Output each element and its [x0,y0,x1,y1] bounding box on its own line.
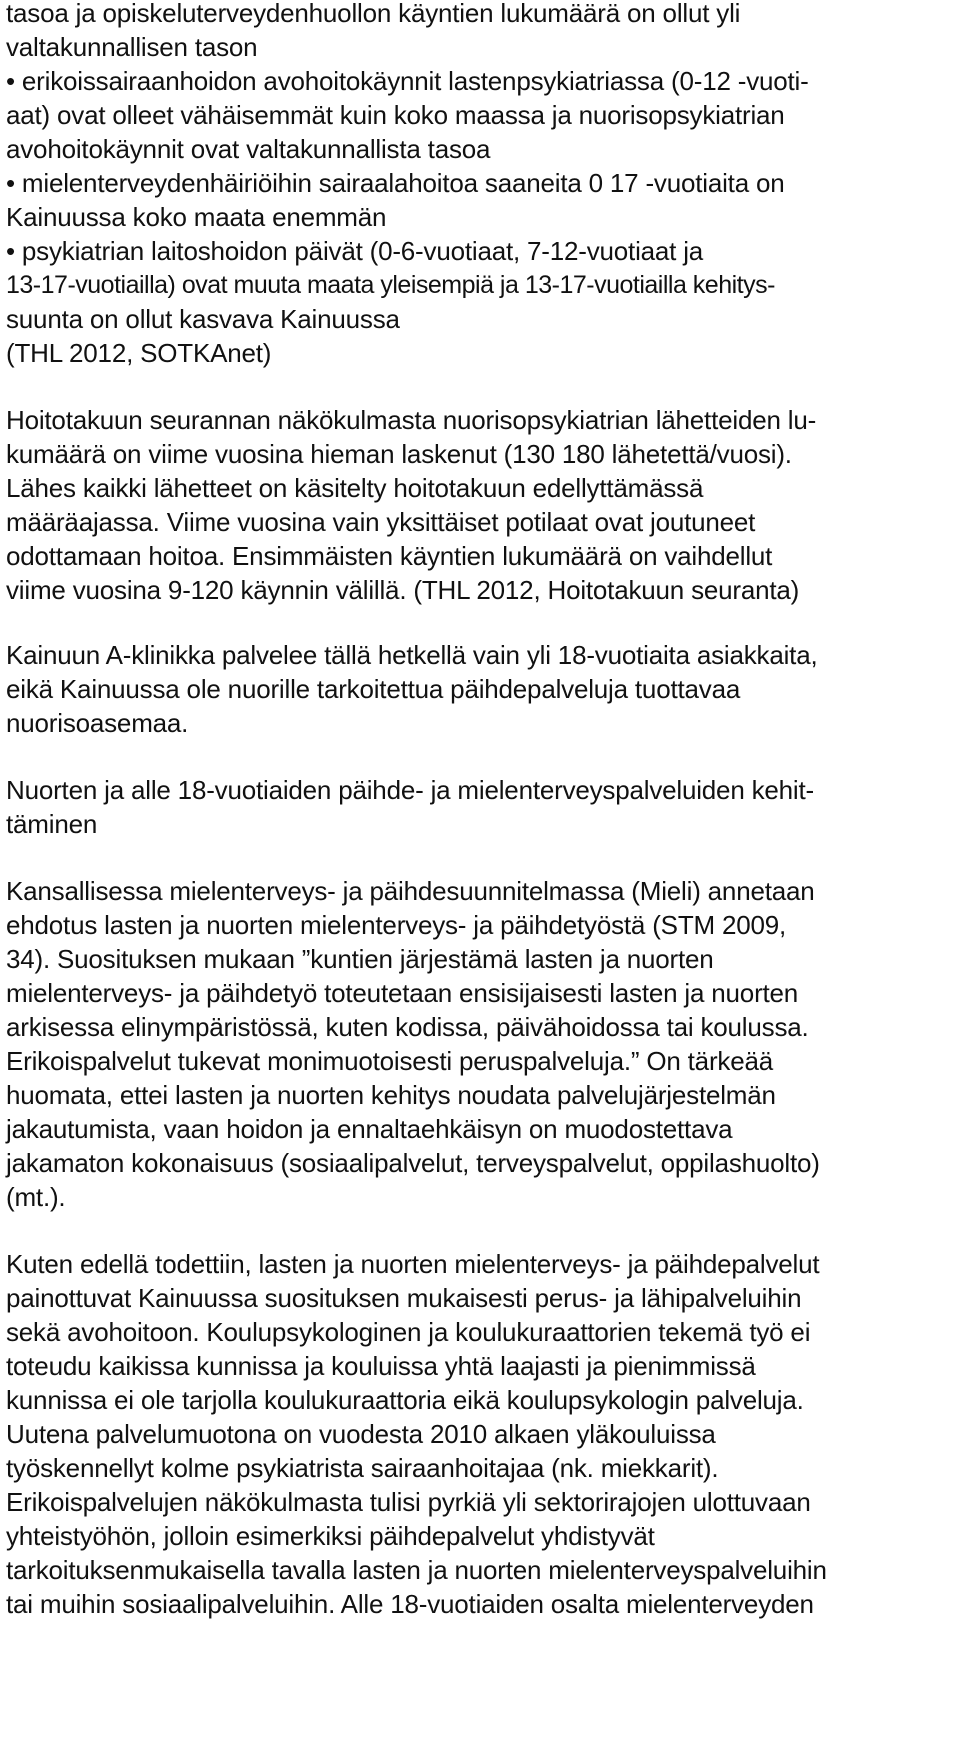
text-line: Lähes kaikki lähetteet on käsitelty hoitotakuun edellyttämässä [6,473,704,503]
text-line: avohoitokäynnit ovat valtakunnallista tasoa [6,134,491,164]
text-line: arkisessa elinympäristössä, kuten kodissa, päivähoidossa tai koulussa. [6,1012,809,1042]
text-line: painottuvat Kainuussa suosituksen mukaisesti perus- ja lähipalveluihin [6,1283,802,1313]
text-line: tai muihin sosiaalipalveluihin. Alle 18-vuotiaiden osalta mielenterveyden [6,1589,814,1619]
text-line: jakamaton kokonaisuus (sosiaalipalvelut, terveyspalvelut, oppilashuolto) [6,1148,820,1178]
text-line: eikä Kainuussa ole nuorille tarkoitettua päihdepalveluja tuottavaa [6,674,741,704]
text-line: (mt.). [6,1182,66,1212]
text-line: ehdotus lasten ja nuorten mielenterveys- ja päihdetyöstä (STM 2009, [6,910,787,940]
text-line: kumäärä on viime vuosina hieman laskenut (130 180 lähetettä/vuosi). [6,439,792,469]
text-line: kunnissa ei ole tarjolla koulukuraattoria eikä koulupsykologin palveluja. [6,1385,804,1415]
source-citation: (THL 2012, SOTKAnet) [6,338,272,368]
text-line: tarkoituksenmukaisella tavalla lasten ja nuorten mielenterveyspalveluihin [6,1555,827,1585]
bullet-line: • erikoissairaanhoidon avohoitokäynnit lastenpsykiatriassa (0-12 -vuoti- [6,66,809,96]
section-heading: Nuorten ja alle 18-vuotiaiden päihde- ja mielenterveyspalveluiden kehit- [6,775,814,805]
bullet-line: • psykiatrian laitoshoidon päivät (0-6-vuotiaat, 7-12-vuotiaat ja [6,236,704,266]
text-line: Kainuussa koko maata enemmän [6,202,387,232]
text-line: tasoa ja opiskeluterveydenhuollon käyntien lukumäärä on ollut yli [6,0,741,28]
text-line: yhteistyöhön, jolloin esimerkiksi päihdepalvelut yhdistyvät [6,1521,655,1551]
text-line: huomata, ettei lasten ja nuorten kehitys noudata palvelujärjestelmän [6,1080,776,1110]
text-line: suunta on ollut kasvava Kainuussa [6,304,400,334]
text-line: 34). Suosituksen mukaan ”kuntien järjestämä lasten ja nuorten [6,944,714,974]
text-line: määräajassa. Viime vuosina vain yksittäiset potilaat ovat joutuneet [6,507,756,537]
text-line: Erikoispalvelujen näkökulmasta tulisi pyrkiä yli sektorirajojen ulottuvaan [6,1487,811,1517]
text-line: valtakunnallisen tason [6,32,258,62]
section-heading: täminen [6,809,98,839]
text-line: viime vuosina 9-120 käynnin välillä. (THL 2012, Hoitotakuun seuranta) [6,575,800,605]
text-line: 13-17-vuotiailla) ovat muuta maata yleisempiä ja 13-17-vuotiailla kehitys- [6,271,775,299]
text-line: aat) ovat olleet vähäisemmät kuin koko maassa ja nuorisopsykiatrian [6,100,785,130]
text-line: Uutena palvelumuotona on vuodesta 2010 alkaen yläkouluissa [6,1419,716,1449]
text-line: mielenterveys- ja päihdetyö toteutetaan ensisijaisesti lasten ja nuorten [6,978,799,1008]
text-line: sekä avohoitoon. Koulupsykologinen ja koulukuraattorien tekemä työ ei [6,1317,811,1347]
text-line: toteudu kaikissa kunnissa ja kouluissa yhtä laajasti ja pienimmissä [6,1351,756,1381]
text-line: nuorisoasemaa. [6,708,189,738]
text-line: Hoitotakuun seurannan näkökulmasta nuorisopsykiatrian lähetteiden lu- [6,405,817,435]
bullet-line: • mielenterveydenhäiriöihin sairaalahoitoa saaneita 0 17 -vuotiaita on [6,168,785,198]
text-line: odottamaan hoitoa. Ensimmäisten käyntien lukumäärä on vaihdellut [6,541,773,571]
text-line: Kansallisessa mielenterveys- ja päihdesuunnitelmassa (Mieli) annetaan [6,876,815,906]
text-line: Kainuun A-klinikka palvelee tällä hetkellä vain yli 18-vuotiaita asiakkaita, [6,640,818,670]
text-line: jakautumista, vaan hoidon ja ennaltaehkäisyn on muodostettava [6,1114,733,1144]
text-line: Erikoispalvelut tukevat monimuotoisesti peruspalveluja.” On tärkeää [6,1046,773,1076]
text-line: Kuten edellä todettiin, lasten ja nuorten mielenterveys- ja päihdepalvelut [6,1249,820,1279]
text-line: työskennellyt kolme psykiatrista sairaanhoitajaa (nk. miekkarit). [6,1453,719,1483]
